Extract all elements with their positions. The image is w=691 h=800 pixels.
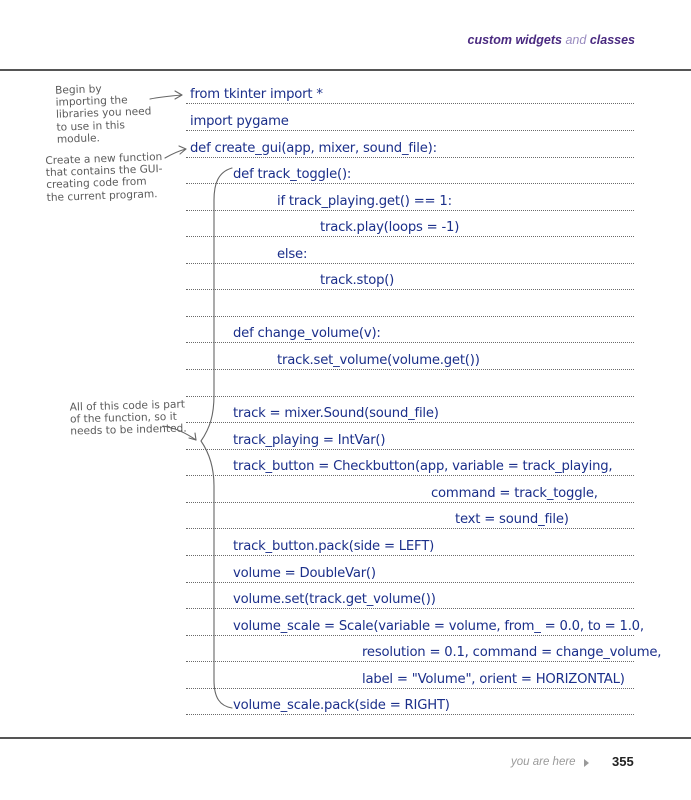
code-line: track = mixer.Sound(sound_file) bbox=[233, 406, 439, 421]
code-line: volume.set(track.get_volume()) bbox=[233, 592, 436, 607]
code-line: volume_scale.pack(side = RIGHT) bbox=[233, 698, 450, 713]
code-line: if track_playing.get() == 1: bbox=[277, 194, 452, 209]
you-are-here-label: you are here bbox=[511, 756, 576, 768]
code-line: track.play(loops = -1) bbox=[320, 220, 460, 235]
code-line: track.stop() bbox=[320, 273, 395, 288]
header-custom-widgets: custom widgets bbox=[467, 33, 562, 47]
annotation-imports: Begin by importing the libraries you need to use in this module. bbox=[54, 83, 152, 146]
header-and: and bbox=[565, 33, 587, 47]
code-line: track.set_volume(volume.get()) bbox=[277, 353, 480, 368]
annotation-indented: All of this code is part of the function, so it needs to be indented. bbox=[69, 398, 187, 438]
code-line: else: bbox=[277, 247, 308, 262]
code-line: command = track_toggle, bbox=[431, 486, 598, 501]
header-classes: classes bbox=[589, 33, 635, 47]
code-line: import pygame bbox=[190, 114, 289, 129]
code-line: resolution = 0.1, command = change_volume, bbox=[362, 645, 662, 660]
code-line: track_playing = IntVar() bbox=[233, 433, 386, 448]
code-line: text = sound_file) bbox=[455, 512, 569, 527]
code-line: label = "Volume", orient = HORIZONTAL) bbox=[362, 672, 625, 687]
code-line: def create_gui(app, mixer, sound_file): bbox=[190, 141, 437, 156]
code-line: def change_volume(v): bbox=[233, 326, 381, 341]
code-line: track_button = Checkbutton(app, variable = track_playing, bbox=[233, 459, 613, 474]
code-line: def track_toggle(): bbox=[233, 167, 352, 182]
code-line: track_button.pack(side = LEFT) bbox=[233, 539, 435, 554]
page-number: 355 bbox=[612, 754, 634, 769]
code-line: volume_scale = Scale(variable = volume, from_ = 0.0, to = 1.0, bbox=[233, 619, 644, 634]
annotation-create-function: Create a new function that contains the GUI-creating code from the current program. bbox=[45, 150, 163, 204]
code-line: volume = DoubleVar() bbox=[233, 566, 376, 581]
triangle-icon bbox=[584, 759, 589, 767]
code-line: from tkinter import * bbox=[190, 87, 323, 102]
